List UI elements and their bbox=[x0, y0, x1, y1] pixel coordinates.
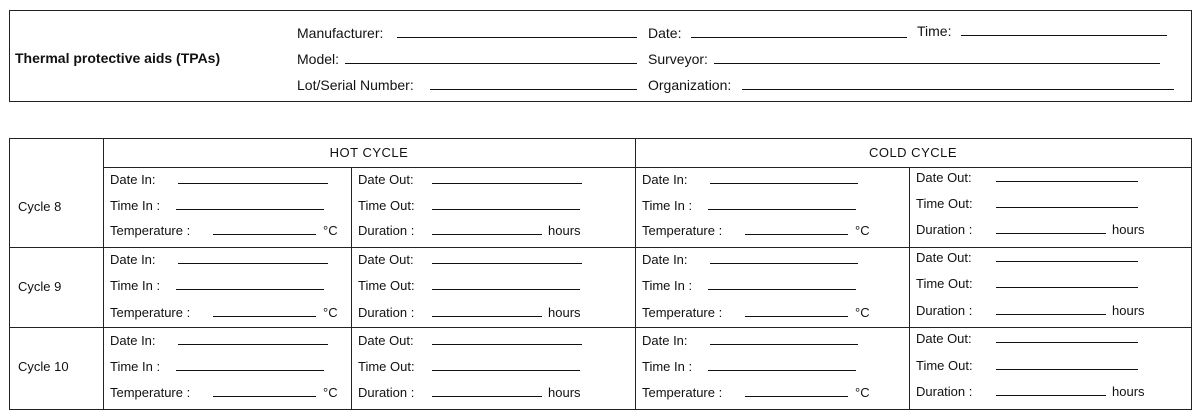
date-in-label: Date In: bbox=[642, 333, 688, 348]
temperature-blank[interactable] bbox=[213, 316, 316, 317]
time-label: Time: bbox=[917, 23, 952, 39]
duration-blank[interactable] bbox=[432, 316, 542, 317]
time-in-label: Time In : bbox=[110, 278, 161, 293]
date-out-blank[interactable] bbox=[996, 342, 1138, 343]
celsius-unit: °C bbox=[855, 223, 870, 238]
time-blank[interactable] bbox=[961, 35, 1167, 36]
date-in-label: Date In: bbox=[642, 252, 688, 267]
divider-row-8-9 bbox=[10, 247, 1191, 248]
time-in-blank[interactable] bbox=[708, 289, 856, 290]
hot-time-out-field[interactable] bbox=[358, 359, 415, 374]
temperature-blank[interactable] bbox=[213, 396, 316, 397]
cold-time-out-field[interactable] bbox=[916, 358, 973, 373]
duration-label: Duration : bbox=[358, 385, 415, 400]
cold-cycle-heading: COLD CYCLE bbox=[868, 145, 958, 160]
temperature-blank[interactable] bbox=[745, 396, 848, 397]
date-in-blank[interactable] bbox=[178, 263, 328, 264]
hours-unit: hours bbox=[548, 305, 581, 320]
temperature-blank[interactable] bbox=[213, 234, 316, 235]
temperature-label: Temperature : bbox=[642, 305, 723, 320]
hot-time-out-field[interactable] bbox=[358, 198, 415, 213]
time-in-blank[interactable] bbox=[176, 209, 324, 210]
date-out-label: Date Out: bbox=[916, 250, 972, 265]
cold-duration-field[interactable] bbox=[916, 222, 1145, 237]
celsius-unit: °C bbox=[323, 305, 338, 320]
date-in-blank[interactable] bbox=[710, 183, 858, 184]
time-out-blank[interactable] bbox=[432, 209, 580, 210]
temperature-blank[interactable] bbox=[745, 316, 848, 317]
date-out-label: Date Out: bbox=[358, 252, 414, 267]
hot-date-in-field[interactable] bbox=[110, 172, 156, 187]
time-out-label: Time Out: bbox=[358, 359, 415, 374]
model-field[interactable] bbox=[297, 51, 339, 67]
time-in-blank[interactable] bbox=[176, 289, 324, 290]
cold-temperature-field[interactable] bbox=[642, 223, 870, 238]
date-in-blank[interactable] bbox=[710, 344, 858, 345]
surveyor-label: Surveyor: bbox=[648, 51, 708, 67]
hot-duration-field[interactable] bbox=[358, 385, 581, 400]
date-in-label: Date In: bbox=[642, 172, 688, 187]
hot-time-out-field[interactable] bbox=[358, 278, 415, 293]
manufacturer-field[interactable] bbox=[297, 25, 383, 41]
duration-label: Duration : bbox=[358, 305, 415, 320]
organization-label: Organization: bbox=[648, 77, 732, 93]
manufacturer-blank[interactable] bbox=[397, 37, 637, 38]
hot-date-out-field[interactable] bbox=[358, 172, 414, 187]
manufacturer-label: Manufacturer: bbox=[297, 25, 384, 41]
date-in-blank[interactable] bbox=[178, 183, 328, 184]
temperature-blank[interactable] bbox=[745, 234, 848, 235]
hours-unit: hours bbox=[548, 223, 581, 238]
cold-date-in-field[interactable] bbox=[642, 333, 688, 348]
cold-time-in-field[interactable] bbox=[642, 198, 692, 213]
duration-blank[interactable] bbox=[432, 396, 542, 397]
cold-time-in-field[interactable] bbox=[642, 359, 692, 374]
date-out-blank[interactable] bbox=[432, 344, 582, 345]
date-out-blank[interactable] bbox=[996, 261, 1138, 262]
time-in-label: Time In : bbox=[110, 359, 161, 374]
divider-row-9-10 bbox=[10, 327, 1191, 328]
date-out-label: Date Out: bbox=[916, 170, 972, 185]
cold-duration-field[interactable] bbox=[916, 384, 1145, 399]
temperature-label: Temperature : bbox=[110, 223, 191, 238]
time-out-label: Time Out: bbox=[358, 198, 415, 213]
divider-header-row bbox=[103, 167, 1191, 168]
model-blank[interactable] bbox=[345, 63, 637, 64]
cold-time-in-field[interactable] bbox=[642, 278, 692, 293]
hours-unit: hours bbox=[1112, 303, 1145, 318]
temperature-label: Temperature : bbox=[110, 305, 191, 320]
hot-duration-field[interactable] bbox=[358, 305, 581, 320]
cold-date-out-field[interactable] bbox=[916, 250, 972, 265]
hot-temperature-field[interactable] bbox=[110, 305, 338, 320]
date-out-label: Date Out: bbox=[916, 331, 972, 346]
time-in-blank[interactable] bbox=[708, 370, 856, 371]
time-in-label: Time In : bbox=[110, 198, 161, 213]
time-out-blank[interactable] bbox=[432, 370, 580, 371]
date-blank[interactable] bbox=[691, 37, 907, 38]
cold-time-out-field[interactable] bbox=[916, 196, 973, 211]
hot-time-in-field[interactable] bbox=[110, 278, 160, 293]
date-out-blank[interactable] bbox=[432, 183, 582, 184]
divider-hot-in-out bbox=[351, 167, 352, 409]
cold-date-in-field[interactable] bbox=[642, 252, 688, 267]
divider-hot-cold bbox=[635, 139, 636, 409]
surveyor-field[interactable] bbox=[648, 51, 708, 67]
time-in-blank[interactable] bbox=[176, 370, 324, 371]
time-out-blank[interactable] bbox=[996, 287, 1138, 288]
organization-field[interactable] bbox=[648, 77, 731, 93]
hours-unit: hours bbox=[1112, 222, 1145, 237]
cycle-10-label: Cycle 10 bbox=[18, 359, 69, 374]
date-field[interactable] bbox=[648, 25, 681, 41]
lot-serial-blank[interactable] bbox=[430, 89, 637, 90]
temperature-label: Temperature : bbox=[642, 223, 723, 238]
time-in-label: Time In : bbox=[642, 359, 693, 374]
cold-date-in-field[interactable] bbox=[642, 172, 688, 187]
form-title: Thermal protective aids (TPAs) bbox=[15, 50, 221, 66]
surveyor-blank[interactable] bbox=[714, 63, 1160, 64]
date-out-blank[interactable] bbox=[996, 181, 1138, 182]
time-out-blank[interactable] bbox=[432, 289, 580, 290]
cycle-8-label: Cycle 8 bbox=[18, 199, 62, 214]
hot-cycle-heading: HOT CYCLE bbox=[329, 145, 409, 160]
date-label: Date: bbox=[648, 25, 682, 41]
duration-blank[interactable] bbox=[996, 395, 1106, 396]
date-in-label: Date In: bbox=[110, 252, 156, 267]
time-out-blank[interactable] bbox=[996, 207, 1138, 208]
lot-serial-label: Lot/Serial Number: bbox=[297, 77, 414, 93]
duration-blank[interactable] bbox=[996, 233, 1106, 234]
duration-label: Duration : bbox=[916, 384, 973, 399]
date-in-label: Date In: bbox=[110, 172, 156, 187]
time-out-label: Time Out: bbox=[358, 278, 415, 293]
model-label: Model: bbox=[297, 51, 340, 67]
date-in-blank[interactable] bbox=[710, 263, 858, 264]
cycle-table bbox=[9, 138, 1192, 410]
date-out-label: Date Out: bbox=[358, 172, 414, 187]
hot-date-in-field[interactable] bbox=[110, 333, 156, 348]
date-in-label: Date In: bbox=[110, 333, 156, 348]
hot-date-in-field[interactable] bbox=[110, 252, 156, 267]
celsius-unit: °C bbox=[323, 223, 338, 238]
time-out-blank[interactable] bbox=[996, 369, 1138, 370]
date-in-blank[interactable] bbox=[178, 344, 328, 345]
cold-temperature-field[interactable] bbox=[642, 385, 870, 400]
hours-unit: hours bbox=[1112, 384, 1145, 399]
cold-temperature-field[interactable] bbox=[642, 305, 870, 320]
organization-blank[interactable] bbox=[742, 89, 1174, 90]
lot-serial-field[interactable] bbox=[297, 77, 414, 93]
duration-blank[interactable] bbox=[432, 234, 542, 235]
time-field[interactable] bbox=[917, 23, 951, 39]
duration-label: Duration : bbox=[358, 223, 415, 238]
tpa-header-box bbox=[9, 10, 1192, 102]
divider-cold-in-out bbox=[909, 167, 910, 409]
time-out-label: Time Out: bbox=[916, 196, 973, 211]
time-out-label: Time Out: bbox=[916, 358, 973, 373]
time-in-label: Time In : bbox=[642, 198, 693, 213]
hot-date-out-field[interactable] bbox=[358, 333, 414, 348]
hot-time-in-field[interactable] bbox=[110, 359, 160, 374]
date-out-blank[interactable] bbox=[432, 263, 582, 264]
hot-time-in-field[interactable] bbox=[110, 198, 160, 213]
hours-unit: hours bbox=[548, 385, 581, 400]
time-in-label: Time In : bbox=[642, 278, 693, 293]
duration-blank[interactable] bbox=[996, 314, 1106, 315]
hot-duration-field[interactable] bbox=[358, 223, 581, 238]
celsius-unit: °C bbox=[323, 385, 338, 400]
hot-temperature-field[interactable] bbox=[110, 223, 338, 238]
hot-date-out-field[interactable] bbox=[358, 252, 414, 267]
duration-label: Duration : bbox=[916, 222, 973, 237]
temperature-label: Temperature : bbox=[110, 385, 191, 400]
duration-label: Duration : bbox=[916, 303, 973, 318]
celsius-unit: °C bbox=[855, 305, 870, 320]
time-out-label: Time Out: bbox=[916, 276, 973, 291]
divider-label-col bbox=[103, 139, 104, 409]
cold-duration-field[interactable] bbox=[916, 303, 1145, 318]
cycle-9-label: Cycle 9 bbox=[18, 279, 62, 294]
temperature-label: Temperature : bbox=[642, 385, 723, 400]
cold-date-out-field[interactable] bbox=[916, 331, 972, 346]
hot-temperature-field[interactable] bbox=[110, 385, 338, 400]
celsius-unit: °C bbox=[855, 385, 870, 400]
cold-date-out-field[interactable] bbox=[916, 170, 972, 185]
cold-time-out-field[interactable] bbox=[916, 276, 973, 291]
time-in-blank[interactable] bbox=[708, 209, 856, 210]
date-out-label: Date Out: bbox=[358, 333, 414, 348]
